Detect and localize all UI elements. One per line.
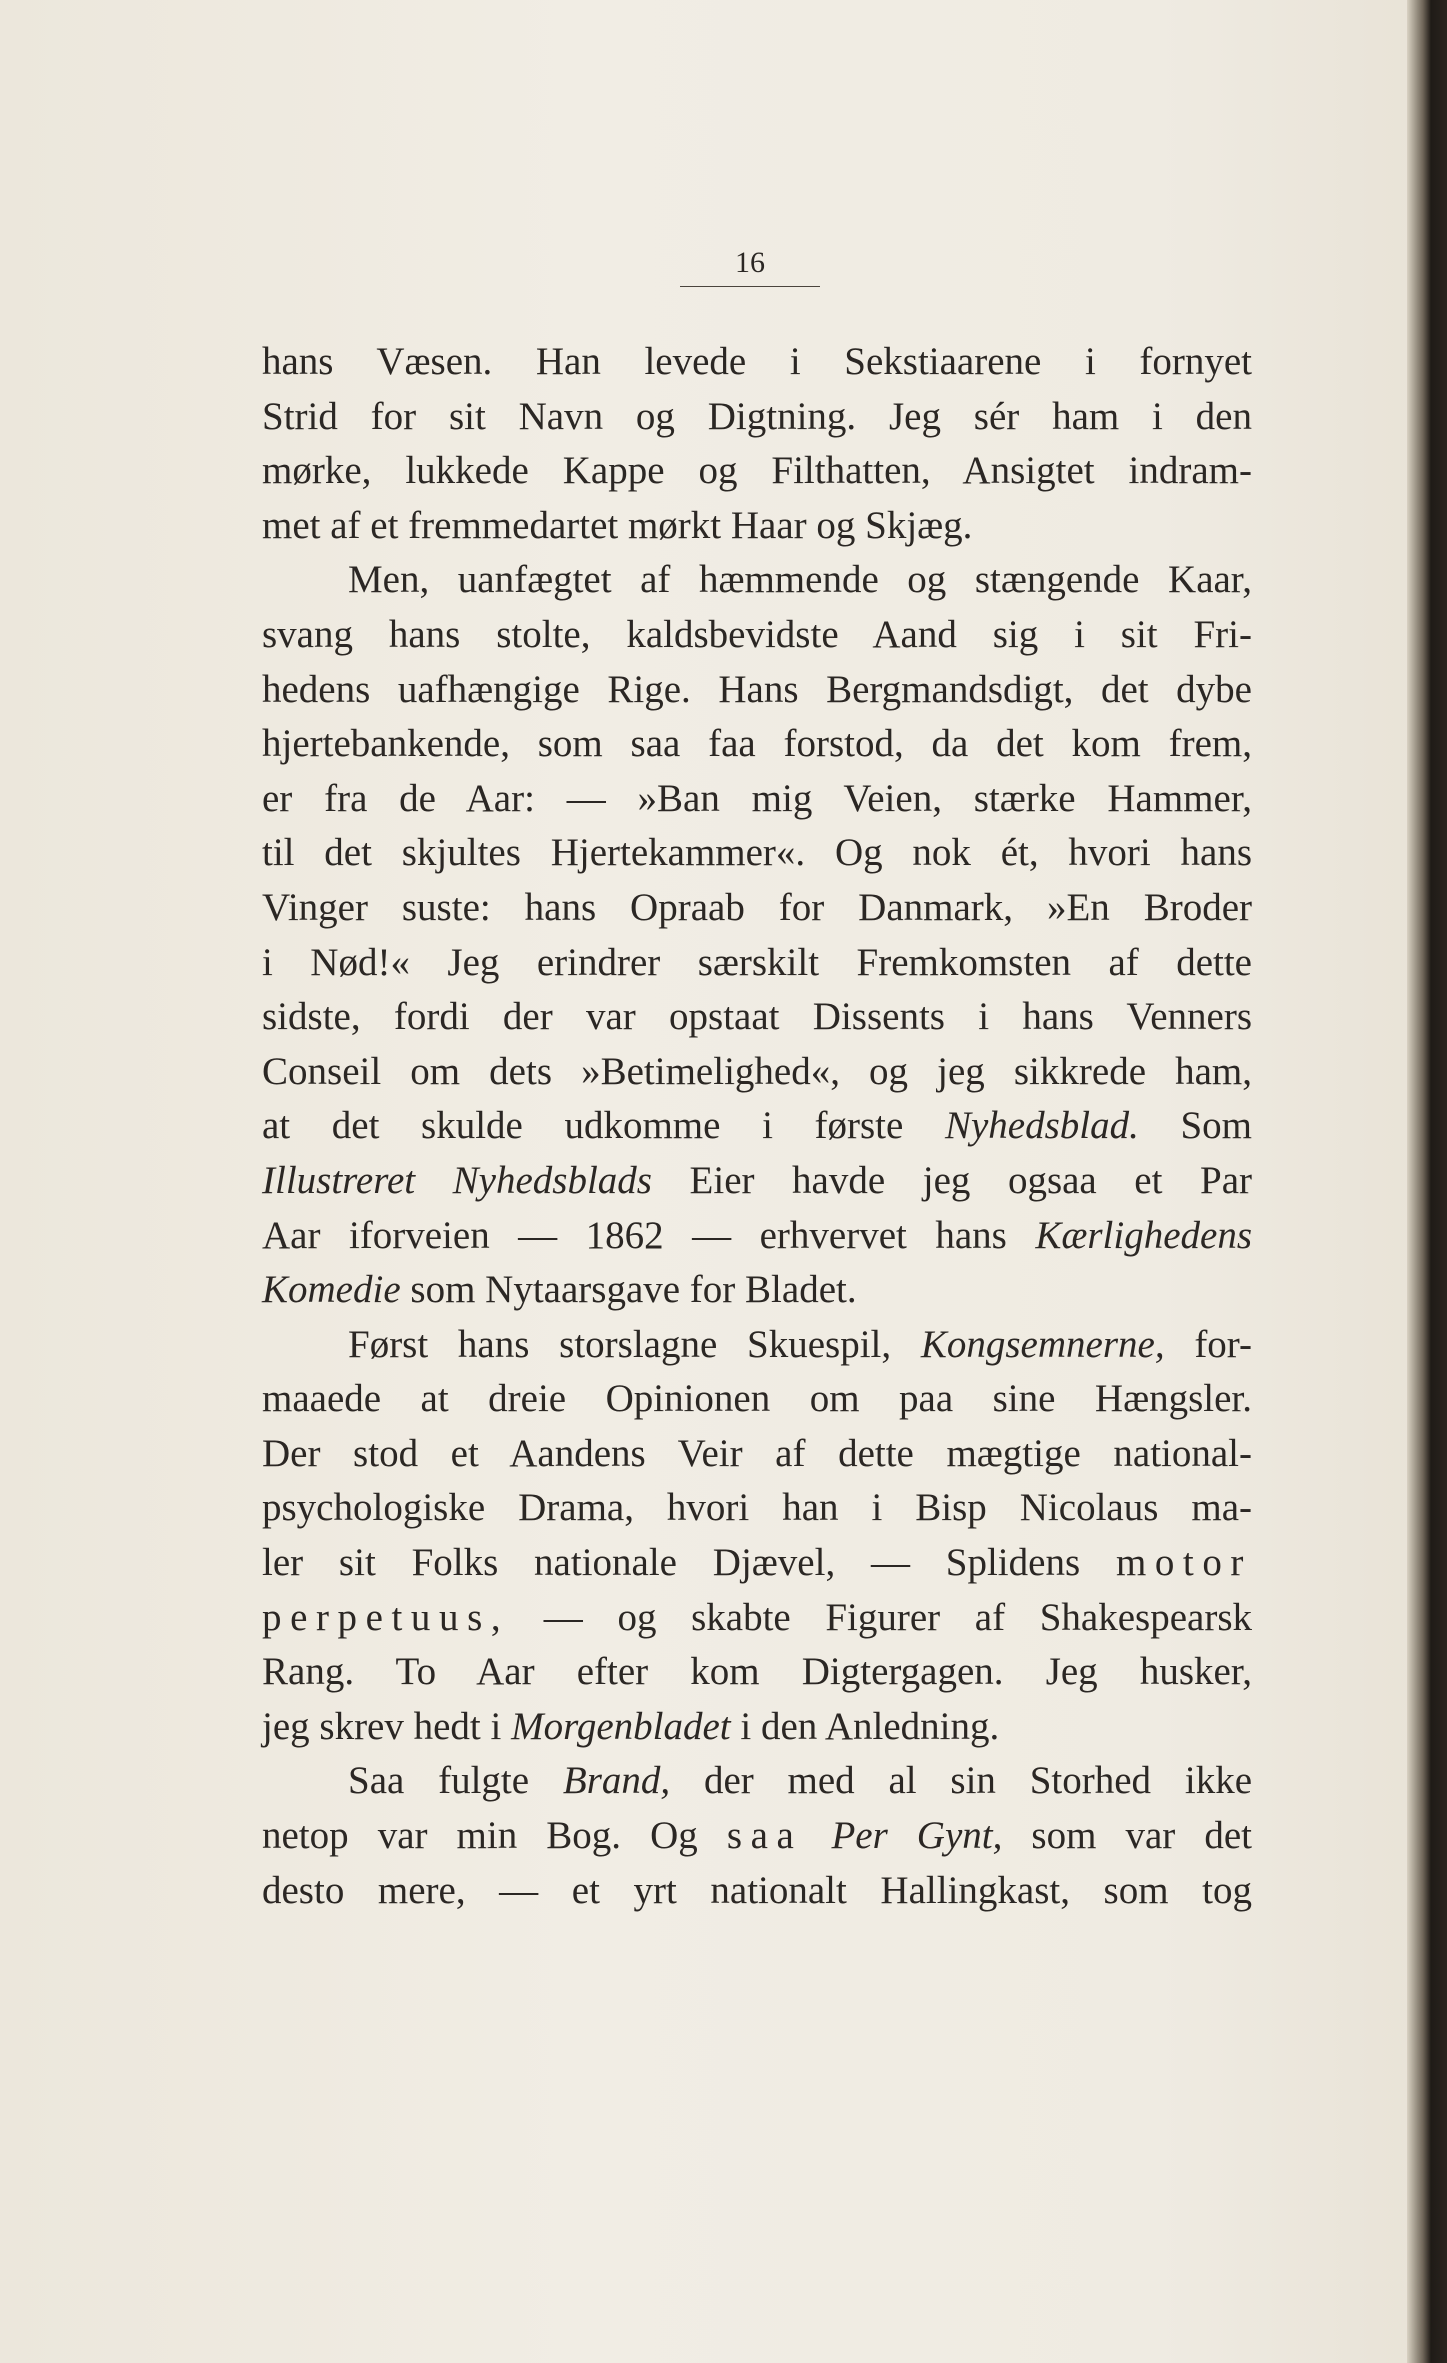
- spaced-text: perpetuus,: [262, 1595, 510, 1639]
- text-segment: desto mere, — et yrt nationalt Hallingkast, som tog: [262, 1868, 1252, 1912]
- text-segment: met af et fremmedartet mørkt Haar og Skjæg.: [262, 503, 973, 547]
- text-segment: som Nytaarsgave for Bladet.: [400, 1268, 857, 1312]
- text-line: [262, 1263, 1252, 1318]
- text-line: [262, 390, 1252, 445]
- text-segment: Vinger suste: hans Opraab for Danmark, »En Broder: [262, 885, 1252, 929]
- text-segment: til det skjultes Hjertekammer«. Og nok ét, hvori hans: [262, 831, 1252, 875]
- text-segment: Conseil om dets »Betimelighed«, og jeg sikkrede ham,: [262, 1049, 1252, 1093]
- text-segment: [802, 1814, 831, 1857]
- text-segment: Strid for sit Navn og Digtning. Jeg sér ham i den: [262, 394, 1252, 438]
- text-segment: netop var min Bog. Og: [262, 1814, 727, 1858]
- text-line: [262, 936, 1252, 991]
- text-line: [262, 1045, 1252, 1100]
- text-segment: der med al sin Storhed ikke: [670, 1759, 1253, 1803]
- text-line: [262, 444, 1252, 499]
- text-line: [262, 1318, 1252, 1373]
- body-text: [262, 335, 1252, 1918]
- text-segment: hans Væsen. Han levede i Sekstiaarene i fornyet: [262, 340, 1252, 383]
- text-segment: maaede at dreie Opinionen om paa sine Hængsler.: [262, 1377, 1252, 1421]
- text-line: [262, 1536, 1252, 1591]
- text-line: [262, 1591, 1252, 1646]
- text-line: [262, 826, 1252, 881]
- text-line: [262, 1645, 1252, 1700]
- text-segment: — og skabte Figurer af Shakespearsk: [509, 1595, 1252, 1639]
- text-segment: i den Anledning.: [730, 1704, 1000, 1748]
- italic-text: Illustreret Nyhedsblads: [262, 1158, 652, 1202]
- text-line: [262, 772, 1252, 827]
- italic-text: Komedie: [262, 1268, 401, 1312]
- text-line: [262, 1700, 1252, 1755]
- text-line: [262, 335, 1252, 390]
- italic-text: Nyhedsblad.: [944, 1104, 1139, 1148]
- text-segment: Eier havde jeg ogsaa et Par: [651, 1158, 1252, 1202]
- page-number: 16: [680, 246, 820, 287]
- text-segment: jeg skrev hedt i: [262, 1704, 512, 1748]
- spaced-text: saa: [726, 1814, 803, 1858]
- text-line: [262, 1372, 1252, 1427]
- text-segment: i Nød!« Jeg erindrer særskilt Fremkomsten af dette: [262, 940, 1252, 984]
- italic-text: Per Gynt,: [831, 1814, 1003, 1858]
- text-segment: hedens uafhængige Rige. Hans Bergmandsdigt, det dybe: [262, 667, 1252, 711]
- text-segment: Der stod et Aandens Veir af dette mægtige national-: [262, 1431, 1252, 1475]
- text-line: [262, 1209, 1252, 1264]
- text-line: [262, 1809, 1252, 1864]
- text-segment: for-: [1164, 1322, 1252, 1366]
- text-segment: Først hans storslagne Skuespil,: [348, 1322, 921, 1366]
- text-segment: at det skulde udkomme i første: [262, 1104, 945, 1148]
- text-segment: psychologiske Drama, hvori han i Bisp Nicolaus ma-: [262, 1486, 1252, 1530]
- text-segment: Som: [1138, 1104, 1252, 1148]
- text-line: [262, 553, 1252, 608]
- text-segment: svang hans stolte, kaldsbevidste Aand sig i sit Fri-: [262, 612, 1252, 656]
- text-segment: mørke, lukkede Kappe og Filthatten, Ansigtet indram-: [262, 449, 1252, 493]
- text-line: [262, 499, 1252, 554]
- book-binding-edge: [1407, 0, 1447, 2363]
- text-segment: som var det: [1002, 1814, 1252, 1858]
- text-line: [262, 1427, 1252, 1482]
- text-line: [262, 881, 1252, 936]
- text-line: [262, 990, 1252, 1045]
- text-segment: hjertebankende, som saa faa forstod, da det kom frem,: [262, 722, 1252, 766]
- text-line: [262, 1864, 1252, 1919]
- text-segment: ler sit Folks nationale Djævel, — Splidens: [262, 1541, 1116, 1585]
- italic-text: Kærlighedens: [1035, 1213, 1252, 1257]
- text-line: [262, 1754, 1252, 1809]
- text-line: [262, 717, 1252, 772]
- text-line: [262, 1481, 1252, 1536]
- spaced-text: motor: [1115, 1541, 1252, 1585]
- text-line: [262, 1099, 1252, 1154]
- text-line: [262, 1154, 1252, 1209]
- italic-text: Kongsemnerne,: [920, 1322, 1165, 1366]
- italic-text: Brand,: [562, 1759, 671, 1803]
- text-segment: Rang. To Aar efter kom Digtergagen. Jeg husker,: [262, 1650, 1252, 1694]
- italic-text: Morgenbladet: [511, 1704, 731, 1748]
- text-segment: er fra de Aar: — »Ban mig Veien, stærke Hammer,: [262, 776, 1252, 820]
- text-segment: sidste, fordi der var opstaat Dissents i hans Venners: [262, 995, 1252, 1039]
- text-segment: Saa fulgte: [348, 1759, 563, 1803]
- text-segment: Men, uanfægtet af hæmmende og stængende Kaar,: [348, 558, 1252, 602]
- text-segment: Aar iforveien — 1862 — erhvervet hans: [262, 1213, 1036, 1257]
- text-line: [262, 663, 1252, 718]
- text-line: [262, 608, 1252, 663]
